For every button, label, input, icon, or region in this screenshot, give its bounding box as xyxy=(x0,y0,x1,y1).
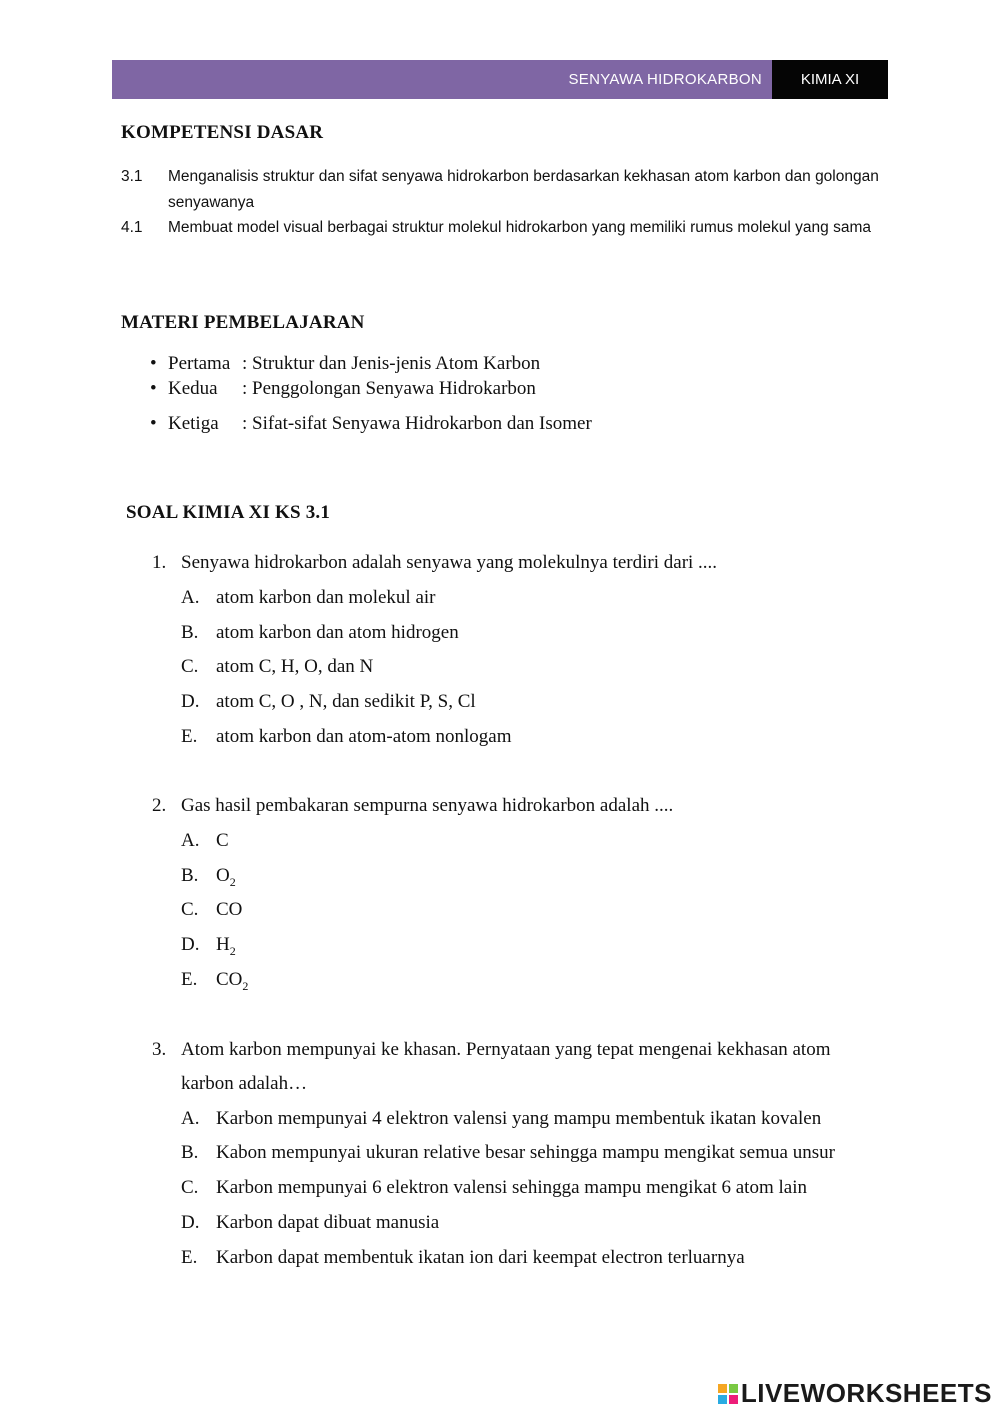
option-text[interactable] xyxy=(216,830,229,855)
option-text[interactable]: Karbon mempunyai 6 elektron valensi sehingga mampu mengikat 6 atom lain xyxy=(216,1177,807,1198)
option-letter: A. xyxy=(181,1108,200,1129)
option-letter: B. xyxy=(181,1142,199,1163)
question-number: 1. xyxy=(152,552,167,573)
option-letter: A. xyxy=(181,830,200,851)
formula-subscript: 2 xyxy=(242,978,249,993)
option-text[interactable]: Karbon mempunyai 4 elektron valensi yang mampu membentuk ikatan kovalen xyxy=(216,1108,822,1129)
option-letter: B. xyxy=(181,865,199,886)
formula-main: H xyxy=(216,934,230,955)
materi-item xyxy=(150,378,536,400)
option-letter: E. xyxy=(181,969,198,990)
formula-main: C xyxy=(216,830,229,851)
option-letter: E. xyxy=(181,1247,198,1268)
kompetensi-heading: KOMPETENSI DASAR xyxy=(121,122,324,143)
option-letter: C. xyxy=(181,899,199,920)
materi-label: Pertama xyxy=(168,353,231,374)
kd-number: 3.1 xyxy=(121,168,143,185)
materi-label: Kedua xyxy=(168,378,218,399)
kd-item xyxy=(121,164,881,216)
option-text[interactable] xyxy=(216,969,248,994)
header-bar xyxy=(112,60,888,99)
materi-text: : Struktur dan Jenis-jenis Atom Karbon xyxy=(242,353,541,374)
option-letter: C. xyxy=(181,1177,199,1198)
liveworksheets-logo xyxy=(718,1378,992,1409)
kd-item xyxy=(121,215,881,241)
option-letter: B. xyxy=(181,622,199,643)
option-text[interactable] xyxy=(216,865,236,890)
logo-mark-icon xyxy=(718,1384,738,1404)
option-text[interactable]: atom C, O , N, dan sedikit P, S, Cl xyxy=(216,691,476,712)
option-text[interactable]: Karbon dapat dibuat manusia xyxy=(216,1212,440,1233)
bullet-icon: • xyxy=(150,378,157,399)
option-letter: D. xyxy=(181,1212,200,1233)
question-number: 3. xyxy=(152,1039,167,1060)
formula-main: O xyxy=(216,865,230,886)
materi-item xyxy=(150,353,540,375)
option-letter: D. xyxy=(181,691,200,712)
option-letter: A. xyxy=(181,587,200,608)
kd-text: Membuat model visual berbagai struktur molekul hidrokarbon yang memiliki rumus molekul yang sama xyxy=(168,219,871,236)
question-text: Gas hasil pembakaran sempurna senyawa hidrokarbon adalah .... xyxy=(181,795,674,816)
option-letter: D. xyxy=(181,934,200,955)
option-text[interactable] xyxy=(216,934,236,959)
question-text: Senyawa hidrokarbon adalah senyawa yang molekulnya terdiri dari .... xyxy=(181,552,718,573)
option-text[interactable]: atom karbon dan molekul air xyxy=(216,587,436,608)
materi-text: : Sifat-sifat Senyawa Hidrokarbon dan Isomer xyxy=(242,413,592,434)
logo-mark-cell xyxy=(718,1384,727,1393)
kd-number: 4.1 xyxy=(121,219,143,236)
option-text[interactable]: atom C, H, O, dan N xyxy=(216,656,374,677)
materi-label: Ketiga xyxy=(168,413,219,434)
option-text[interactable]: Kabon mempunyai ukuran relative besar sehingga mampu mengikat semua unsur xyxy=(216,1142,835,1163)
header-subject: KIMIA XI xyxy=(772,60,888,99)
formula-subscript: 2 xyxy=(229,943,236,958)
option-letter: C. xyxy=(181,656,199,677)
header-title: SENYAWA HIDROKARBON xyxy=(568,71,762,88)
formula-subscript: 2 xyxy=(229,874,236,889)
logo-mark-cell xyxy=(729,1384,738,1393)
formula-main: CO xyxy=(216,899,243,920)
logo-mark-cell xyxy=(718,1395,727,1404)
option-text[interactable]: atom karbon dan atom hidrogen xyxy=(216,622,459,643)
option-text[interactable]: atom karbon dan atom-atom nonlogam xyxy=(216,726,512,747)
materi-heading: MATERI PEMBELAJARAN xyxy=(121,312,365,333)
materi-text: : Penggolongan Senyawa Hidrokarbon xyxy=(242,378,536,399)
logo-mark-cell xyxy=(729,1395,738,1404)
kd-text: Menganalisis struktur dan sifat senyawa hidrokarbon berdasarkan kekhasan atom karbon dan golongan senyawanya xyxy=(168,168,879,211)
bullet-icon: • xyxy=(150,353,157,374)
option-letter: E. xyxy=(181,726,198,747)
question-text-line-1: Atom karbon mempunyai ke khasan. Pernyataan yang tepat mengenai kekhasan atom xyxy=(181,1039,831,1060)
bullet-icon: • xyxy=(150,413,157,434)
option-text[interactable] xyxy=(216,899,242,924)
materi-item xyxy=(150,413,592,435)
option-text[interactable]: Karbon dapat membentuk ikatan ion dari keempat electron terluarnya xyxy=(216,1247,745,1268)
question-text-line-2: karbon adalah… xyxy=(181,1073,308,1094)
question-number: 2. xyxy=(152,795,167,816)
formula-main: CO xyxy=(216,969,243,990)
logo-text: LIVEWORKSHEETS xyxy=(740,1378,992,1408)
soal-heading: SOAL KIMIA XI KS 3.1 xyxy=(126,502,331,523)
